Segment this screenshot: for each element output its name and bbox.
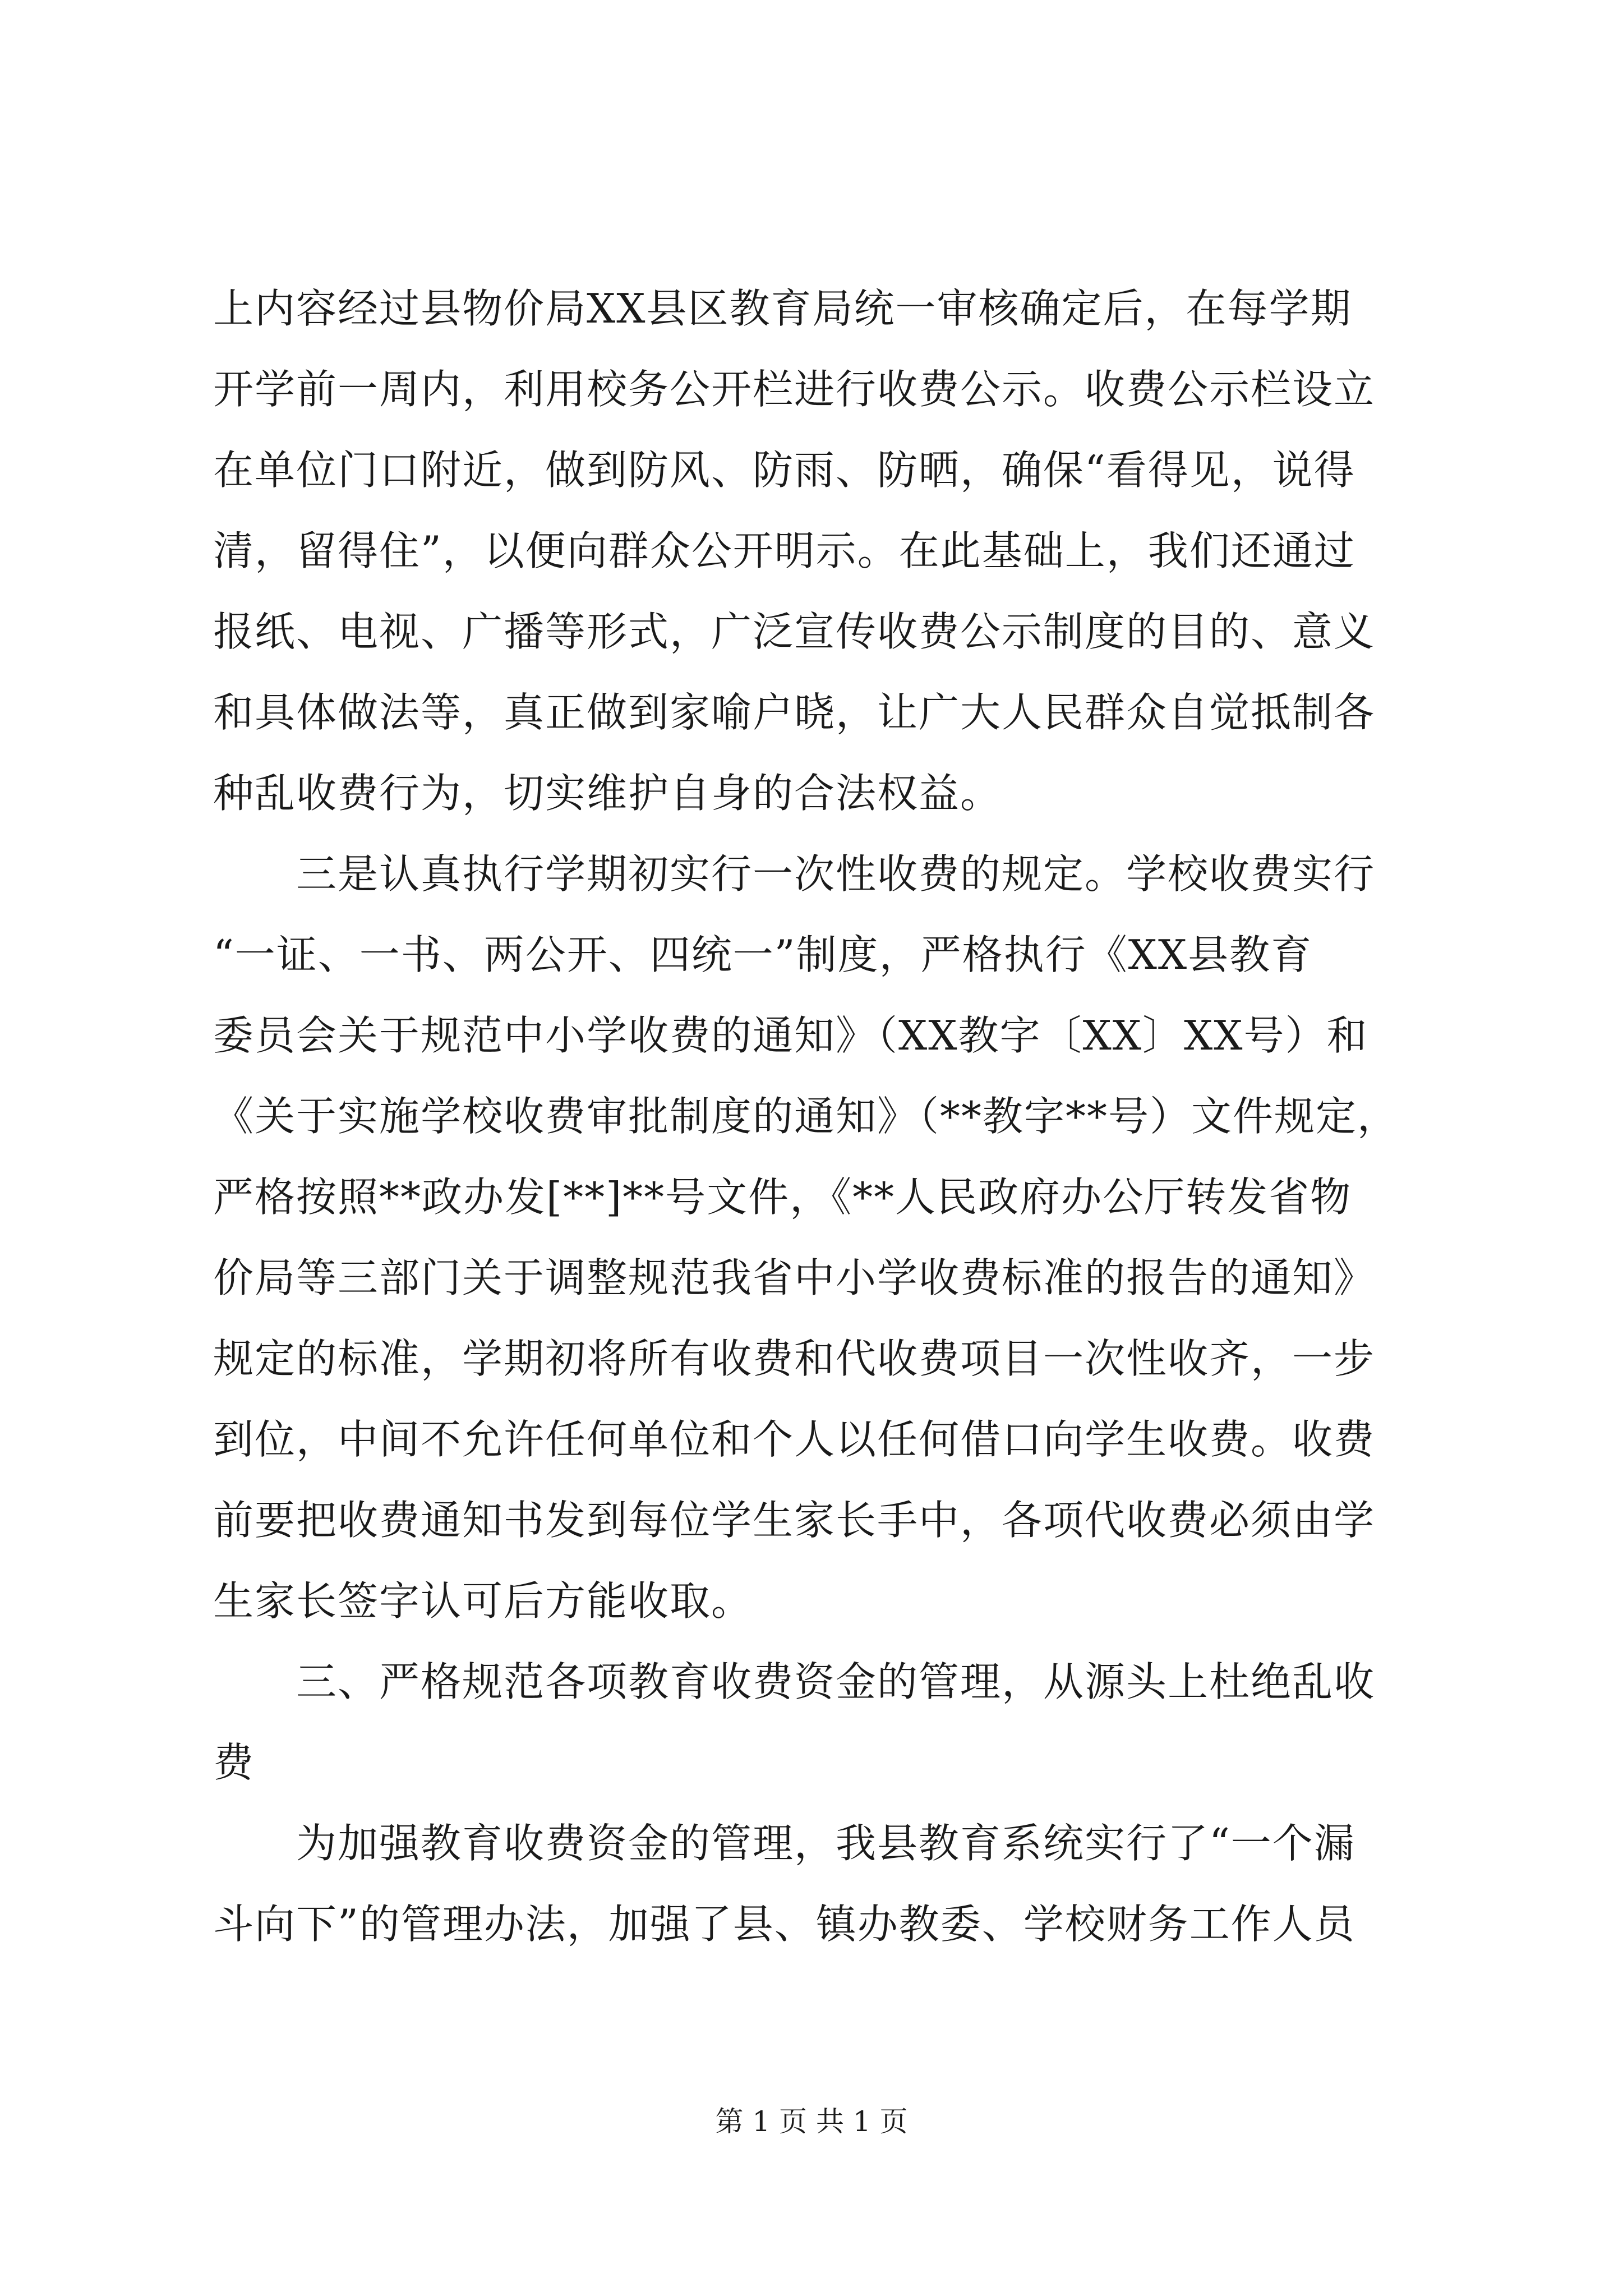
text-line: 报纸、电视、广播等形式，广泛宣传收费公示制度的目的、意义 xyxy=(213,608,1376,655)
page-footer: 第 1 页 共 1 页 xyxy=(715,2105,908,2138)
text-line: 价局等三部门关于调整规范我省中小学收费标准的报告的通知》 xyxy=(213,1254,1376,1301)
text-line: 开学前一周内，利用校务公开栏进行收费公示。收费公示栏设立 xyxy=(213,366,1376,413)
section-heading-line: 费 xyxy=(213,1739,255,1786)
text-line: 三是认真执行学期初实行一次性收费的规定。学校收费实行 xyxy=(213,850,1376,898)
text-line: 前要把收费通知书发到每位学生家长手中，各项代收费必须由学 xyxy=(213,1497,1376,1544)
text-line: 上内容经过县物价局XX县区教育局统一审核确定后，在每学期 xyxy=(213,285,1352,332)
text-line: 委员会关于规范中小学收费的通知》（XX教字〔XX〕XX号）和 xyxy=(213,1012,1368,1059)
text-line: 清，留得住”，以便向群众公开明示。在此基础上，我们还通过 xyxy=(213,527,1355,574)
text-line: 严格按照**政办发[**]**号文件，《**人民政府办公厅转发省物 xyxy=(213,1174,1352,1221)
text-line: 在单位门口附近，做到防风、防雨、防晒，确保“看得见，说得 xyxy=(213,447,1355,494)
text-line: 《关于实施学校收费审批制度的通知》（**教字**号）文件规定， xyxy=(213,1093,1399,1140)
text-line: “一证、一书、两公开、四统一”制度，严格执行《XX县教育 xyxy=(213,931,1313,978)
text-line: 到位，中间不允许任何单位和个人以任何借口向学生收费。收费 xyxy=(213,1416,1376,1463)
text-line: 斗向下”的管理办法，加强了县、镇办教委、学校财务工作人员 xyxy=(213,1901,1355,1948)
text-line: 和具体做法等，真正做到家喻户晓，让广大人民群众自觉抵制各 xyxy=(213,689,1376,736)
text-line: 为加强教育收费资金的管理，我县教育系统实行了“一个漏 xyxy=(213,1820,1355,1867)
text-line: 种乱收费行为，切实维护自身的合法权益。 xyxy=(213,770,1002,817)
text-line: 生家长签字认可后方能收取。 xyxy=(213,1577,753,1625)
section-heading-line: 三、严格规范各项教育收费资金的管理，从源头上杜绝乱收 xyxy=(213,1658,1376,1705)
document-body xyxy=(213,268,1424,1964)
text-line: 规定的标准，学期初将所有收费和代收费项目一次性收齐，一步 xyxy=(213,1335,1376,1382)
